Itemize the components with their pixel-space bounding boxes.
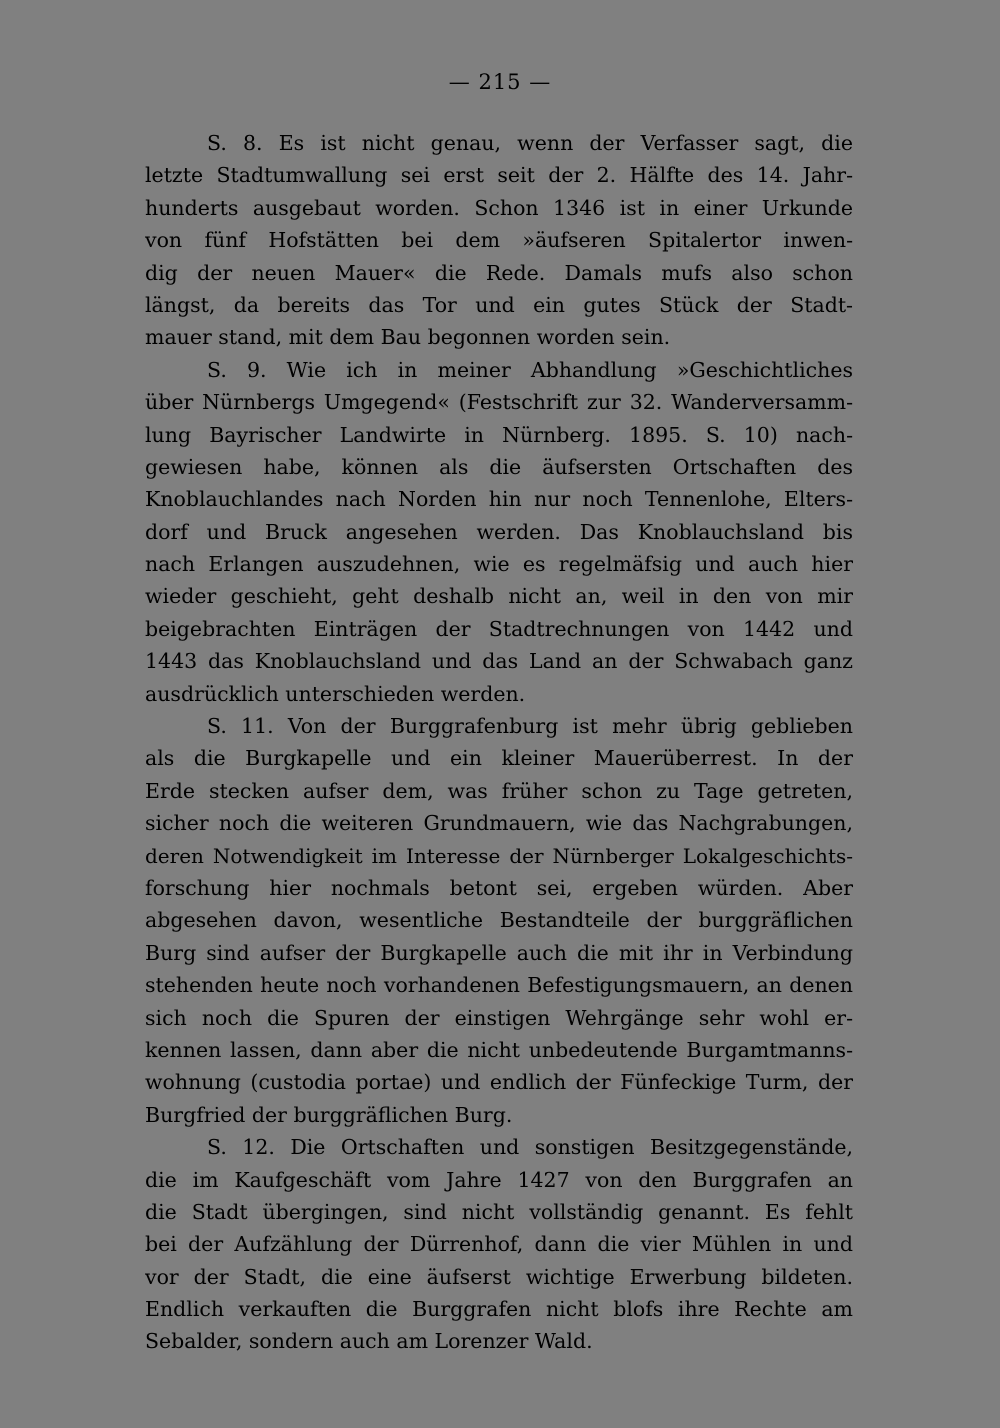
- text-line: dorf und Bruck angesehen werden. Das Knoblauchsland bis: [145, 519, 853, 544]
- text-line: stehenden heute noch vorhandenen Befestigungsmauern, an denen: [145, 973, 853, 998]
- text-line: beigebrachten Einträgen der Stadtrechnungen von 1442 und: [145, 616, 853, 641]
- text-line: von fünf Hofstätten bei dem »äufseren Spitalertor inwen-: [145, 228, 853, 253]
- page-number: — 215 —: [448, 70, 552, 94]
- text-line: S. 11. Von der Burggrafenburg ist mehr übrig geblieben: [207, 714, 853, 739]
- text-line: letzte Stadtumwallung sei erst seit der 2. Hälfte des 14. Jahr-: [145, 163, 853, 188]
- text-line: bei der Aufzählung der Dürrenhof, dann die vier Mühlen in und: [145, 1232, 853, 1257]
- text-line: wieder geschieht, geht deshalb nicht an, weil in den von mir: [145, 584, 853, 609]
- text-line: wohnung (custodia portae) und endlich der Fünfeckige Turm, der: [145, 1070, 853, 1095]
- text-line: über Nürnbergs Umgegend« (Festschrift zur 32. Wanderversamm-: [145, 390, 853, 415]
- text-line: S. 9. Wie ich in meiner Abhandlung »Geschichtliches: [207, 357, 853, 382]
- text-line: sicher noch die weiteren Grundmauern, wie das Nachgrabungen,: [145, 811, 853, 836]
- text-line: dig der neuen Mauer« die Rede. Damals mufs also schon: [145, 260, 853, 285]
- text-line: forschung hier nochmals betont sei, ergeben würden. Aber: [145, 875, 853, 900]
- text-line: Knoblauchlandes nach Norden hin nur noch Tennenlohe, Elters-: [145, 487, 853, 512]
- text-line: als die Burgkapelle und ein kleiner Mauerüberrest. In der: [145, 746, 853, 771]
- text-line: lung Bayrischer Landwirte in Nürnberg. 1895. S. 10) nach-: [145, 422, 853, 447]
- text-line: abgesehen davon, wesentliche Bestandteile der burggräflichen: [145, 908, 853, 933]
- text-line: nach Erlangen auszudehnen, wie es regelmäfsig und auch hier: [145, 552, 853, 577]
- text-line: gewiesen habe, können als die äufsersten Ortschaften des: [145, 454, 853, 479]
- text-line: die Stadt übergingen, sind nicht vollständig genannt. Es fehlt: [145, 1199, 853, 1224]
- text-line: S. 8. Es ist nicht genau, wenn der Verfasser sagt, die: [207, 131, 853, 155]
- body-text: [145, 127, 853, 1358]
- text-line: längst, da bereits das Tor und ein gutes Stück der Stadt-: [145, 292, 853, 317]
- text-line: deren Notwendigkeit im Interesse der Nürnberger Lokalgeschichts-: [145, 843, 853, 868]
- text-line: Endlich verkauften die Burggrafen nicht blofs ihre Rechte am: [145, 1297, 853, 1322]
- text-line: Sebalder, sondern auch am Lorenzer Wald.: [145, 1329, 593, 1354]
- text-line: Burg sind aufser der Burgkapelle auch die mit ihr in Verbindung: [145, 940, 853, 965]
- text-line: ausdrücklich unterschieden werden.: [145, 681, 526, 706]
- text-line: mauer stand, mit dem Bau begonnen worden sein.: [145, 325, 671, 350]
- text-line: vor der Stadt, die eine äufserst wichtige Erwerbung bildeten.: [145, 1264, 853, 1289]
- text-line: Erde stecken aufser dem, was früher schon zu Tage getreten,: [145, 778, 853, 803]
- text-line: kennen lassen, dann aber die nicht unbedeutende Burgamtmanns-: [145, 1037, 853, 1062]
- text-line: die im Kaufgeschäft vom Jahre 1427 von den Burggrafen an: [145, 1167, 853, 1192]
- text-line: 1443 das Knoblauchsland und das Land an der Schwabach ganz: [145, 649, 853, 674]
- text-line: S. 12. Die Ortschaften und sonstigen Besitzgegenstände,: [207, 1135, 853, 1160]
- text-line: sich noch die Spuren der einstigen Wehrgänge sehr wohl er-: [145, 1005, 853, 1030]
- text-line: hunderts ausgebaut worden. Schon 1346 ist in einer Urkunde: [145, 195, 853, 220]
- text-line: Burgfried der burggräflichen Burg.: [145, 1102, 513, 1127]
